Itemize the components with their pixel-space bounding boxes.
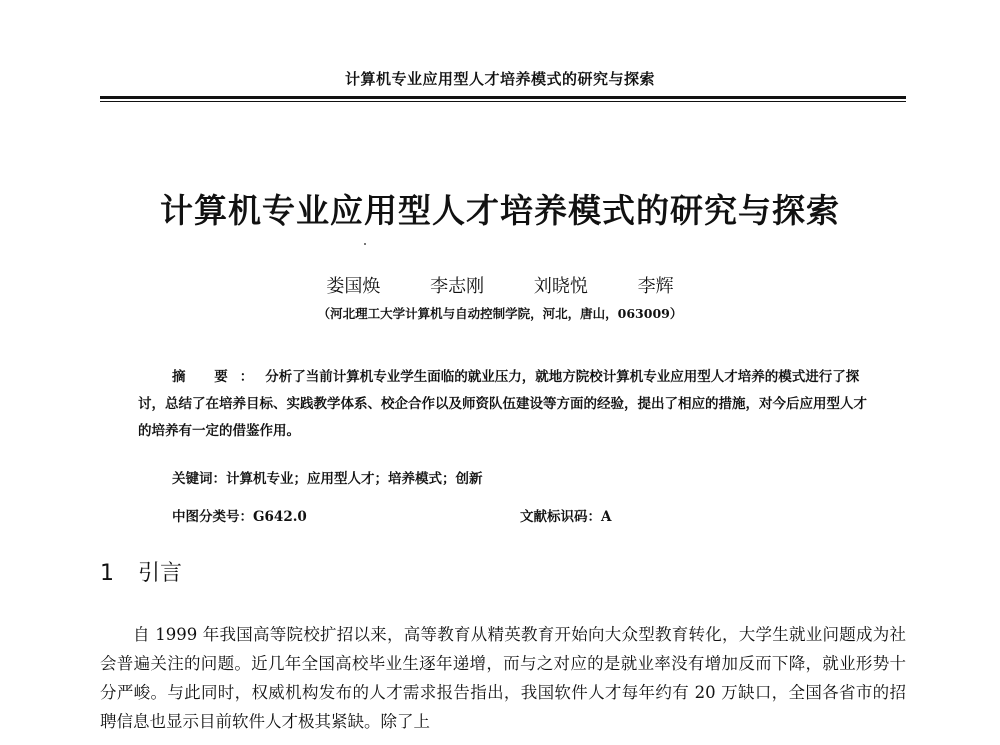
affiliation: （河北理工大学计算机与自动控制学院，河北，唐山，063009） <box>317 306 683 321</box>
abstract-label: 摘 要： <box>172 369 266 385</box>
document-code-label: 文献标识码： <box>520 509 601 525</box>
abstract-text: 分析了当前计算机专业学生面临的就业压力，就地方院校计算机专业应用型人才培养的模式进行了探讨，总结了在培养目标、实践教学体系、校企合作以及师资队伍建设等方面的经验，提出了相应的措施，对今后应用型人才的培养有一定的借鉴作用。 <box>138 369 867 439</box>
document-code-value: A <box>601 509 612 525</box>
author-name: 娄国焕 <box>326 276 381 297</box>
running-head: 计算机专业应用型人才培养模式的研究与探索 <box>344 70 655 88</box>
section-title: 引言 <box>138 561 183 586</box>
document-code <box>520 505 611 525</box>
body-paragraph: 自 1999 年我国高等院校扩招以来，高等教育从精英教育开始向大众型教育转化，大学生就业问题成为社会普遍关注的问题。近几年全国高校毕业生逐年递增，而与之对应的是就业率没有增加反而下降，就业形势十分严峻。与此同时，权威机构发布的人才需求报告指出，我国软件人才每年约有 20 万缺口，全国各省市的招聘信息也显示目前软件人才极其紧缺。除了上 <box>100 625 906 731</box>
classification-label: 中图分类号： <box>172 509 253 525</box>
scan-speck <box>364 243 366 245</box>
keywords-label: 关键词： <box>172 471 226 487</box>
keywords <box>172 467 872 487</box>
abstract-paragraph <box>138 364 868 445</box>
abstract <box>138 364 868 445</box>
author-name: 李辉 <box>637 276 674 297</box>
section-heading <box>100 556 182 587</box>
author-name: 李志刚 <box>430 276 485 297</box>
keywords-text: 计算机专业；应用型人才；培养模式；创新 <box>226 471 483 487</box>
author-list <box>0 272 1000 298</box>
header-rule-thin <box>100 101 906 102</box>
author-name: 刘晓悦 <box>533 276 588 297</box>
section-number: 1 <box>100 561 114 586</box>
classification-value: G642.0 <box>253 509 307 525</box>
header-rule-thick <box>100 96 906 99</box>
classification-line <box>172 505 872 525</box>
body-text <box>100 620 906 736</box>
paper-title: 计算机专业应用型人才培养模式的研究与探索 <box>160 191 840 230</box>
